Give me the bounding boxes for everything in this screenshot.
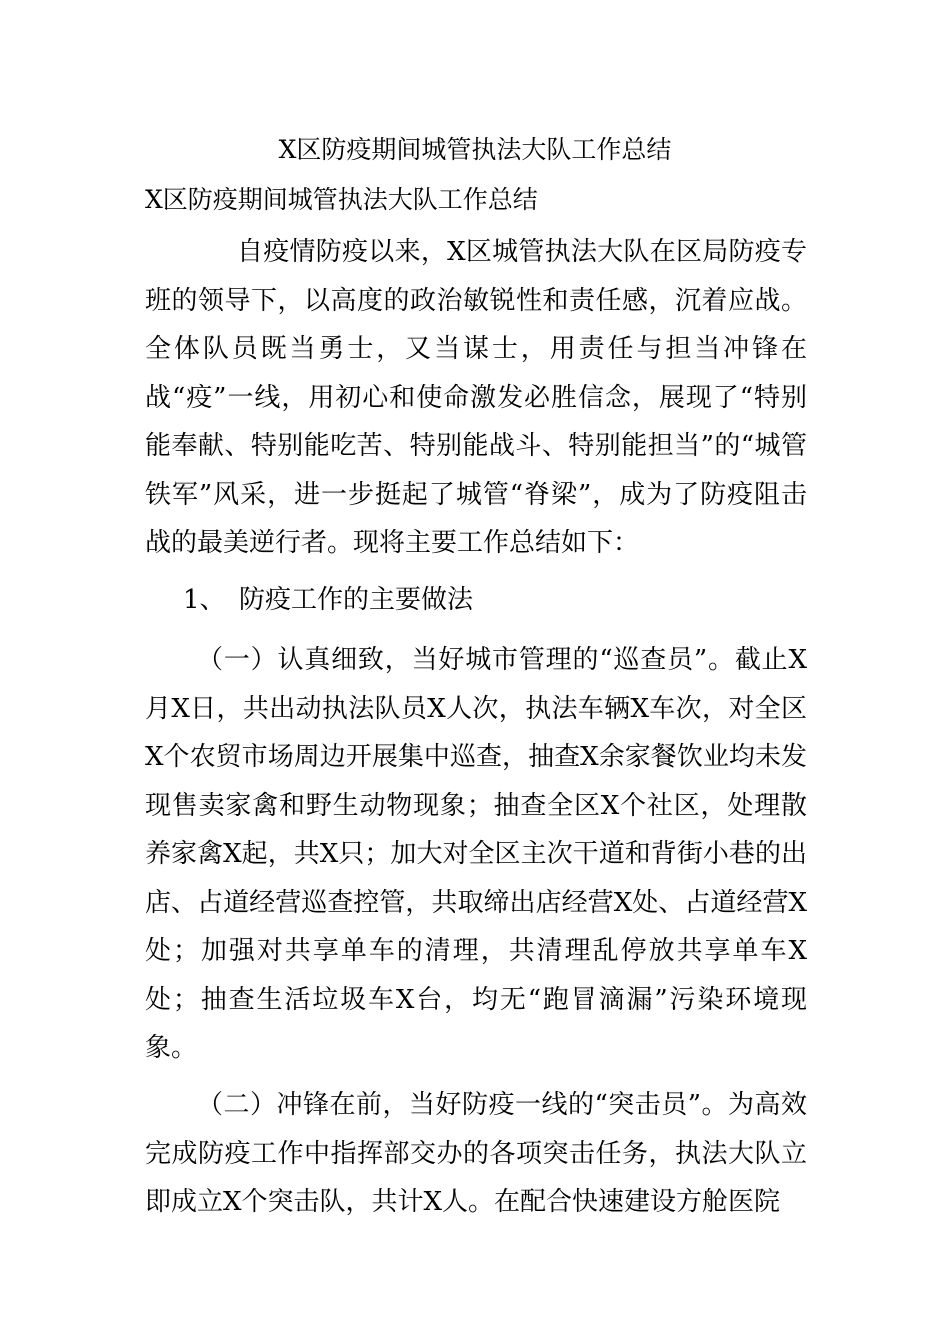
section-number: 1、 xyxy=(183,585,226,615)
body-paragraph-2: （二）冲锋在前，当好防疫一线的“突击员”。为高效完成防疫工作中指挥部交办的各项突击任务，执法大队立即成立X个突击队，共计X人。在配合快速建设方舱医院 xyxy=(145,1090,807,1217)
document-heading: X区防疫期间城管执法大队工作总结 xyxy=(145,185,538,214)
intro-paragraph: 自疫情防疫以来，X区城管执法大队在区局防疫专班的领导下，以高度的政治敏锐性和责任感，沉着应战。全体队员既当勇士，又当谋士，用责任与担当冲锋在战“疫”一线，用初心和使命激发必胜信念，展现了“特别能奉献、特别能吃苦、特别能战斗、特别能担当”的“城管铁军”风采，进一步挺起了城管“脊梁”，成为了防疫阻击战的最美逆行者。现将主要工作总结如下： xyxy=(145,237,807,558)
section-title: 防疫工作的主要做法 xyxy=(239,585,474,615)
body-paragraph-1: （一）认真细致，当好城市管理的“巡查员”。截止X月X日，共出动执法队员X人次，执法车辆X车次，对全区X个农贸市场周边开展集中巡查，抽查X余家餐饮业均未发现售卖家禽和野生动物现象；抽查全区X个社区，处理散养家禽X起，共X只；加大对全区主次干道和背街小巷的出店、占道经营巡查控管，共取缔出店经营X处、占道经营X处；加强对共享单车的清理，共清理乱停放共享单车X处；抽查生活垃圾车X台，均无“跑冒滴漏”污染环境现象。 xyxy=(145,645,807,1063)
section-heading xyxy=(183,580,473,620)
document-title: X区防疫期间城管执法大队工作总结 xyxy=(278,135,672,164)
